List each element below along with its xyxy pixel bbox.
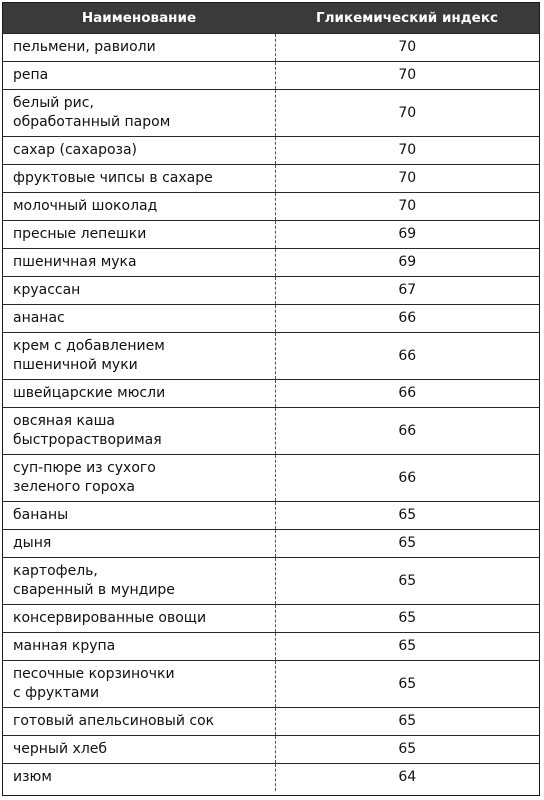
table-row <box>3 502 539 530</box>
product-name-line: манная крупа <box>13 638 116 654</box>
glycemic-index-value: 65 <box>275 708 539 736</box>
product-name-cell <box>3 62 275 90</box>
table-row <box>3 558 539 605</box>
product-name-cell <box>3 333 275 380</box>
table-row <box>3 736 539 764</box>
product-name-cell <box>3 380 275 408</box>
product-name-cell <box>3 633 275 661</box>
product-name-cell <box>3 408 275 455</box>
table-row <box>3 62 539 90</box>
table-row <box>3 708 539 736</box>
table-row <box>3 165 539 193</box>
table-row <box>3 605 539 633</box>
table-body <box>3 34 539 792</box>
product-name-cell <box>3 165 275 193</box>
product-name-cell <box>3 661 275 708</box>
product-name-line: консервированные овощи <box>13 610 207 626</box>
product-name-line: сваренный в мундире <box>13 582 175 598</box>
product-name-cell <box>3 305 275 333</box>
product-name-line: крем с добавлением <box>13 338 165 354</box>
table-row <box>3 333 539 380</box>
product-name-cell <box>3 34 275 62</box>
product-name-line: пшеничной муки <box>13 357 138 373</box>
glycemic-index-value: 66 <box>275 305 539 333</box>
product-name-line: бананы <box>13 507 69 523</box>
table-row <box>3 305 539 333</box>
glycemic-index-value: 70 <box>275 90 539 137</box>
product-name-line: быстрорастворимая <box>13 432 162 448</box>
table-row <box>3 34 539 62</box>
table-header <box>3 3 539 34</box>
product-name-line: зеленого гороха <box>13 479 135 495</box>
product-name-cell <box>3 249 275 277</box>
product-name-line: суп-пюре из сухого <box>13 460 156 476</box>
glycemic-index-value: 65 <box>275 736 539 764</box>
table-row <box>3 277 539 305</box>
product-name-line: белый рис, <box>13 95 94 111</box>
header-glycemic-index: Гликемический индекс <box>275 3 539 34</box>
glycemic-index-value: 70 <box>275 165 539 193</box>
product-name-cell <box>3 605 275 633</box>
product-name-cell <box>3 193 275 221</box>
product-name-line: картофель, <box>13 563 98 579</box>
product-name-cell <box>3 736 275 764</box>
glycemic-index-value: 67 <box>275 277 539 305</box>
glycemic-index-value: 70 <box>275 62 539 90</box>
glycemic-index-value: 64 <box>275 764 539 792</box>
glycemic-index-value: 69 <box>275 249 539 277</box>
glycemic-index-value: 66 <box>275 333 539 380</box>
glycemic-index-value: 70 <box>275 34 539 62</box>
product-name-line: песочные корзиночки <box>13 666 175 682</box>
table-row <box>3 137 539 165</box>
product-name-cell <box>3 221 275 249</box>
product-name-line: пресные лепешки <box>13 226 147 242</box>
product-name-line: овсяная каша <box>13 413 115 429</box>
product-name-line: с фруктами <box>13 685 100 701</box>
header-name: Наименование <box>3 3 275 34</box>
product-name-cell <box>3 708 275 736</box>
product-name-cell <box>3 137 275 165</box>
table-row <box>3 90 539 137</box>
glycemic-index-value: 66 <box>275 408 539 455</box>
glycemic-index-value: 65 <box>275 502 539 530</box>
glycemic-index-value: 65 <box>275 633 539 661</box>
product-name-cell <box>3 558 275 605</box>
product-name-cell <box>3 90 275 137</box>
product-name-line: фруктовые чипсы в сахаре <box>13 170 213 186</box>
product-name-line: круассан <box>13 282 81 298</box>
product-name-cell <box>3 502 275 530</box>
glycemic-index-value: 65 <box>275 661 539 708</box>
product-name-cell <box>3 530 275 558</box>
product-name-line: изюм <box>13 769 52 785</box>
table-row <box>3 530 539 558</box>
table-row <box>3 249 539 277</box>
product-name-line: молочный шоколад <box>13 198 158 214</box>
product-name-cell <box>3 277 275 305</box>
table-row <box>3 661 539 708</box>
table-row <box>3 408 539 455</box>
product-name-line: дыня <box>13 535 52 551</box>
product-name-cell <box>3 764 275 792</box>
glycemic-index-table <box>3 3 539 791</box>
table-row <box>3 221 539 249</box>
product-name-line: черный хлеб <box>13 741 108 757</box>
product-name-line: пельмени, равиоли <box>13 39 156 55</box>
glycemic-index-value: 66 <box>275 455 539 502</box>
table-row <box>3 764 539 792</box>
header-row <box>3 3 539 34</box>
glycemic-index-value: 65 <box>275 605 539 633</box>
glycemic-index-value: 65 <box>275 530 539 558</box>
table-row <box>3 633 539 661</box>
product-name-line: репа <box>13 67 49 83</box>
glycemic-index-value: 65 <box>275 558 539 605</box>
table-row <box>3 193 539 221</box>
product-name-cell <box>3 455 275 502</box>
product-name-line: сахар (сахароза) <box>13 142 138 158</box>
product-name-line: ананас <box>13 310 65 326</box>
table-row <box>3 455 539 502</box>
product-name-line: пшеничная мука <box>13 254 137 270</box>
product-name-line: обработанный паром <box>13 114 171 130</box>
table-row <box>3 380 539 408</box>
glycemic-index-value: 70 <box>275 137 539 165</box>
glycemic-index-value: 69 <box>275 221 539 249</box>
glycemic-index-value: 70 <box>275 193 539 221</box>
product-name-line: готовый апельсиновый сок <box>13 713 215 729</box>
product-name-line: швейцарские мюсли <box>13 385 166 401</box>
glycemic-index-table-frame <box>2 2 540 796</box>
glycemic-index-value: 66 <box>275 380 539 408</box>
